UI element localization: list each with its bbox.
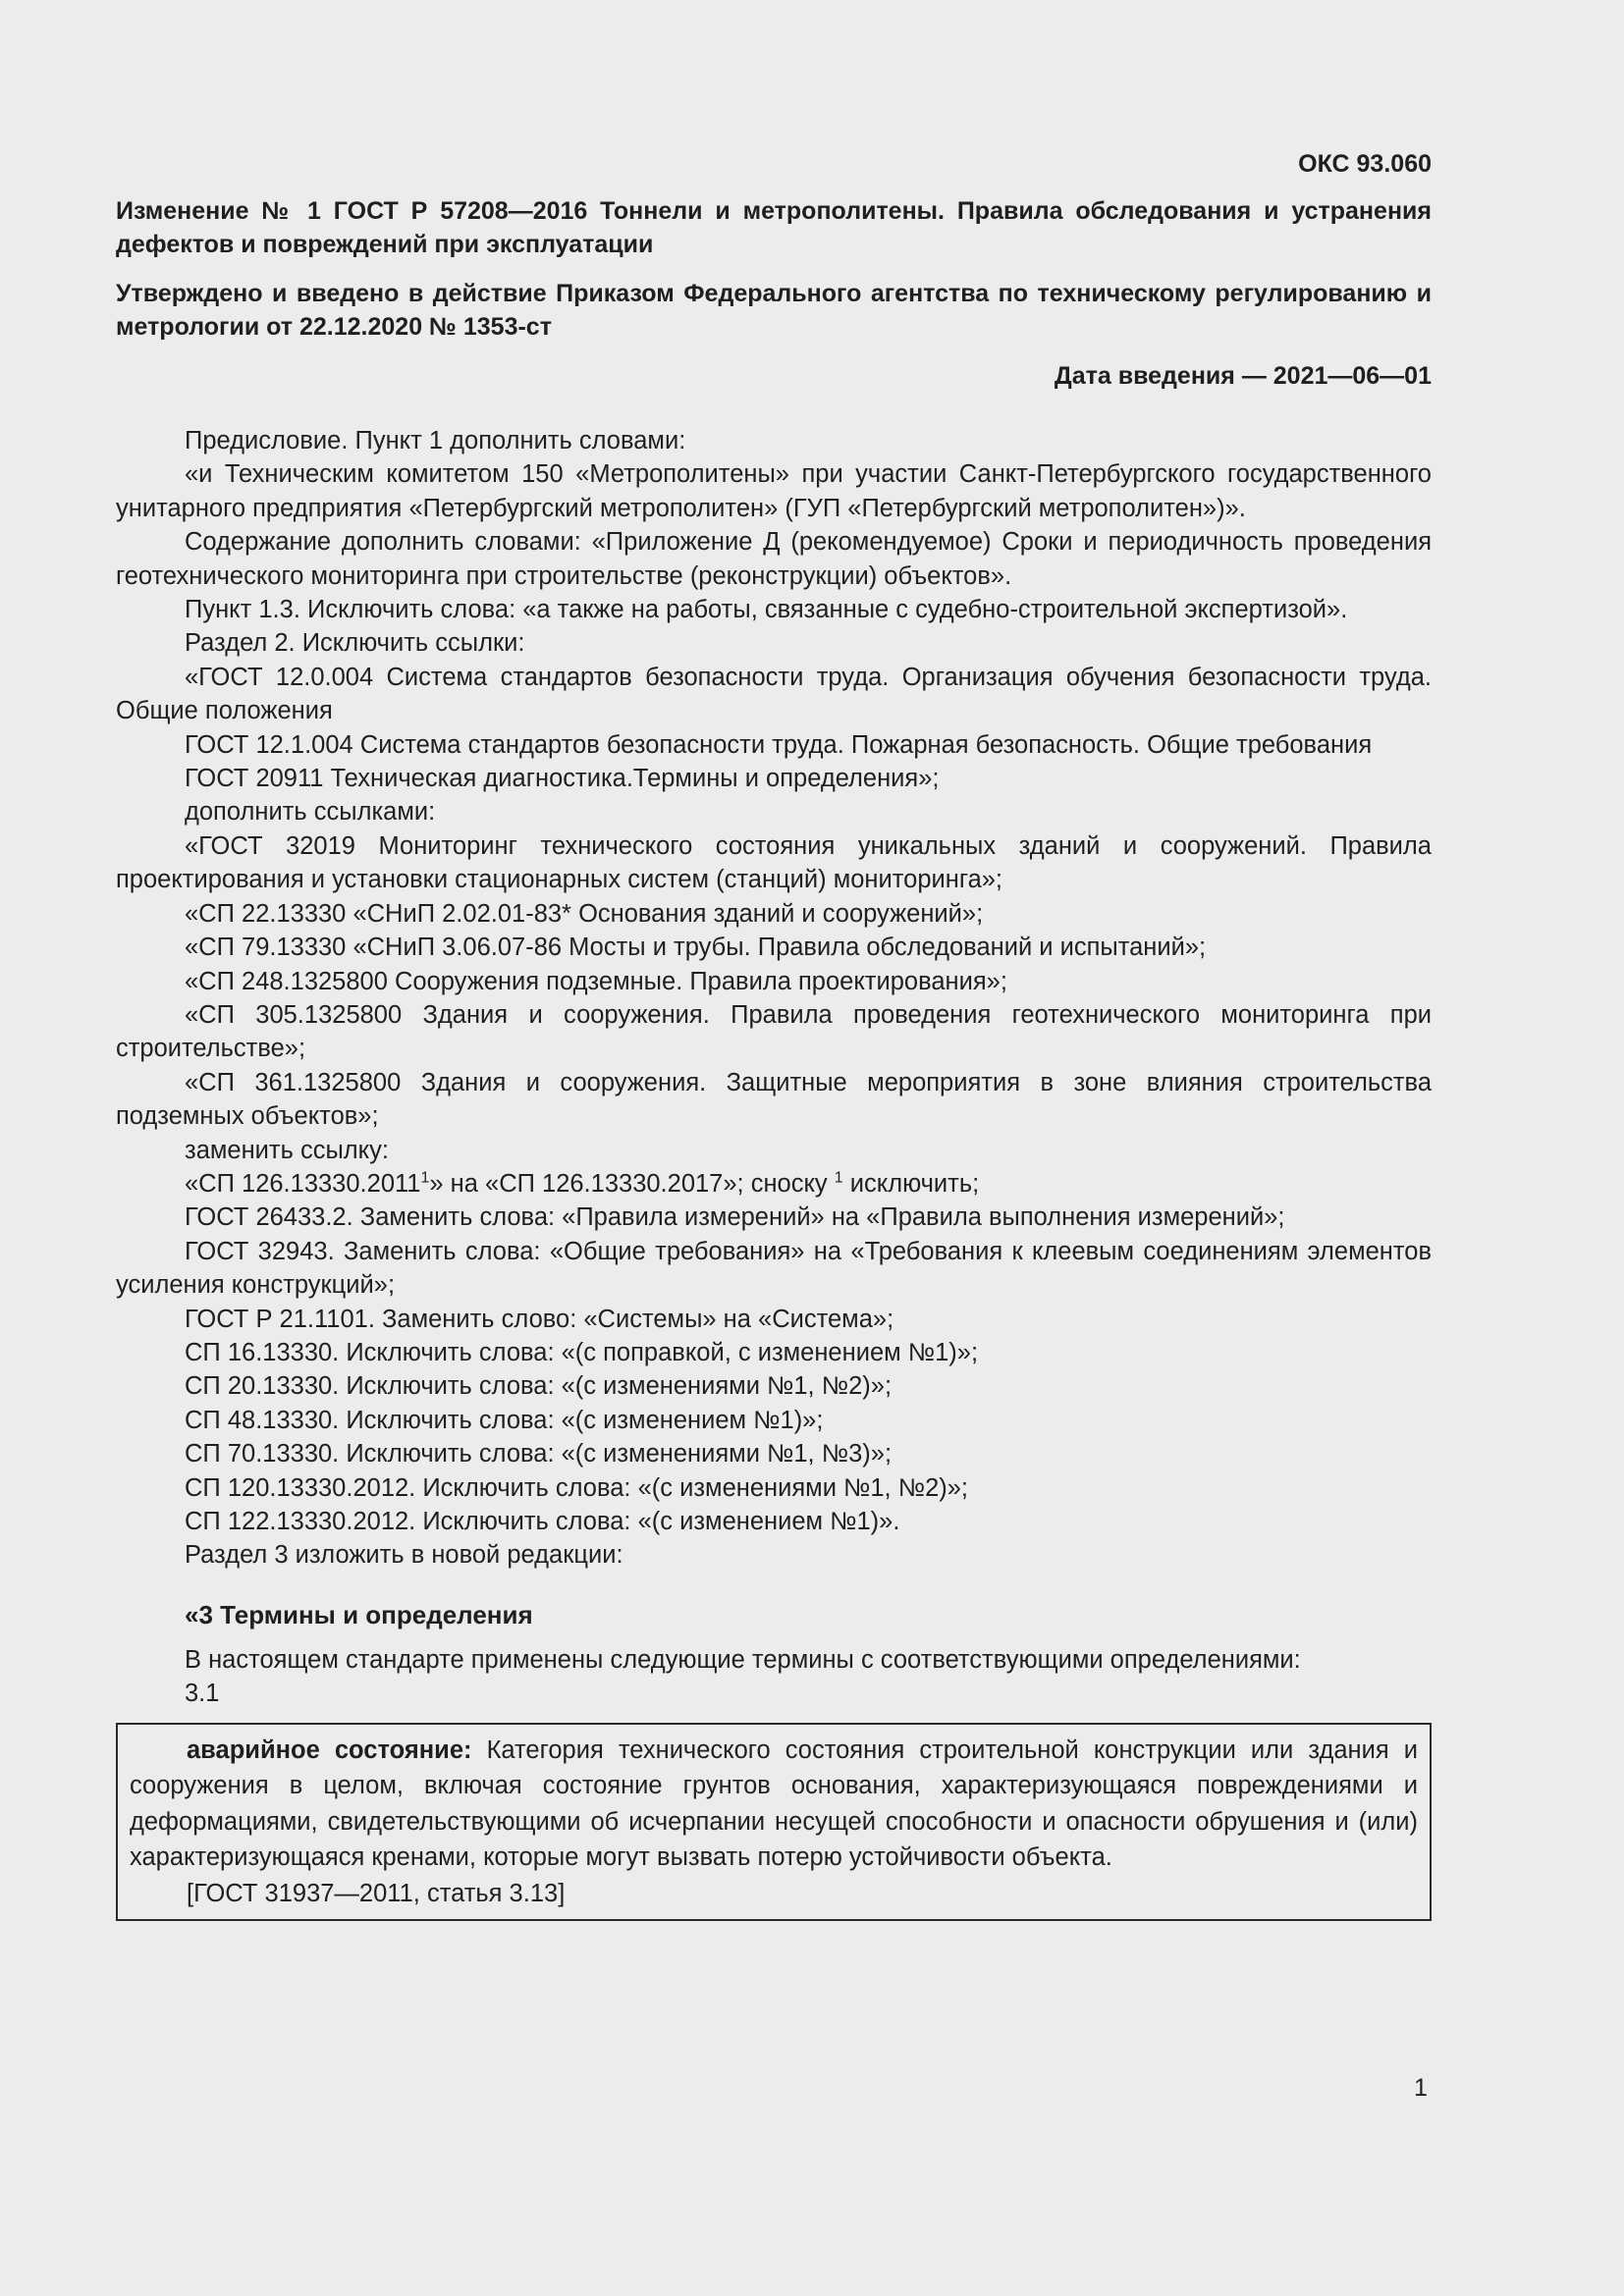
- section-heading: «3 Термины и определения: [185, 1599, 533, 1629]
- definition-body: Категория технического состояния строительной конструкции или здания и сооружения в целом, включая состояние грунтов основания, характеризующаяся повреждениями и деформациями, свидетельствующими об исчерпании несущей способности и опасности обрушения и (или) характеризующаяся кренами, которые могут вызвать потерю устойчивости объекта.: [130, 1735, 1418, 1872]
- paragraph: Раздел 2. Исключить ссылки:: [185, 629, 525, 658]
- footnote-replacement-line: [116, 1167, 1432, 1201]
- paragraph: ГОСТ 32943. Заменить слова: «Общие требования» на «Требования к клеевым соединениям элементов усиления конструкций»;: [116, 1237, 1432, 1300]
- footnote-marker: 1: [420, 1169, 430, 1187]
- section-intro: В настоящем стандарте применены следующие термины с соответствующими определениями:: [185, 1645, 1301, 1674]
- paragraph: Раздел 3 изложить в новой редакции:: [185, 1541, 623, 1570]
- paragraph: «СП 22.13330 «СНиП 2.02.01-83* Основания зданий и сооружений»;: [185, 899, 984, 928]
- paragraph: Предисловие. Пункт 1 дополнить словами:: [185, 427, 686, 454]
- paragraph: СП 16.13330. Исключить слова: «(с поправкой, с изменением №1)»;: [185, 1338, 979, 1366]
- paragraph: ГОСТ Р 21.1101. Заменить слово: «Системы» на «Система»;: [185, 1305, 894, 1333]
- paragraph: ГОСТ 20911 Техническая диагностика.Термины и определения»;: [185, 765, 940, 793]
- definition-term: аварийное состояние:: [187, 1735, 472, 1764]
- definition-text: [130, 1733, 1418, 1876]
- paragraph: Содержание дополнить словами: «Приложение Д (рекомендуемое) Сроки и периодичность проведения геотехнического мониторинга при строительстве (реконструкции) объектов».: [116, 528, 1432, 590]
- paragraph: Пункт 1.3. Исключить слова: «а также на работы, связанные с судебно-строительной экспертизой».: [185, 596, 1348, 624]
- paragraph: «СП 79.13330 «СНиП 3.06.07-86 Мосты и трубы. Правила обследований и испытаний»;: [185, 934, 1207, 962]
- paragraph: «ГОСТ 32019 Мониторинг технического состояния уникальных зданий и сооружений. Правила проектирования и установки стационарных систем (станций) мониторинга»;: [116, 831, 1432, 894]
- footnote-line-part: » на «СП 126.13330.2017»; сноску: [429, 1169, 835, 1198]
- paragraph: ГОСТ 12.1.004 Система стандартов безопасности труда. Пожарная безопасность. Общие требования: [185, 730, 1373, 759]
- paragraph: заменить ссылку:: [185, 1136, 389, 1164]
- paragraph: дополнить ссылками:: [185, 798, 436, 827]
- paragraph: СП 120.13330.2012. Исключить слова: «(с изменениями №1, №2)»;: [185, 1473, 969, 1502]
- paragraph: СП 48.13330. Исключить слова: «(с изменением №1)»;: [185, 1406, 824, 1434]
- paragraph: СП 122.13330.2012. Исключить слова: «(с изменением №1)».: [185, 1508, 900, 1535]
- effective-date: Дата введения — 2021—06—01: [1054, 362, 1432, 390]
- paragraph: ГОСТ 26433.2. Заменить слова: «Правила измерений» на «Правила выполнения измерений»;: [185, 1203, 1285, 1232]
- term-number: 3.1: [185, 1680, 220, 1708]
- definition-source: [ГОСТ 31937—2011, статья 3.13]: [187, 1879, 566, 1907]
- document-page: [116, 147, 1432, 1921]
- footnote-line-part: «СП 126.13330.2011: [185, 1169, 421, 1198]
- page-number: 1: [1414, 2074, 1428, 2102]
- paragraph: «СП 305.1325800 Здания и сооружения. Правила проведения геотехнического мониторинга при строительстве»;: [116, 1000, 1432, 1063]
- paragraph: «и Техническим комитетом 150 «Метрополитены» при участии Санкт-Петербургского государственного унитарного предприятия «Петербургский метрополитен» (ГУП «Петербургский метрополитен»)».: [116, 460, 1432, 522]
- footnote-line-part: исключить;: [842, 1169, 980, 1198]
- paragraph: СП 20.13330. Исключить слова: «(с изменениями №1, №2)»;: [185, 1372, 893, 1401]
- document-body: [116, 424, 1432, 1921]
- footnote-marker: 1: [834, 1169, 843, 1187]
- definition-box: [116, 1723, 1432, 1922]
- paragraph: «СП 361.1325800 Здания и сооружения. Защитные мероприятия в зоне влияния строительства подземных объектов»;: [116, 1068, 1432, 1131]
- paragraph: «ГОСТ 12.0.004 Система стандартов безопасности труда. Организация обучения безопасности труда. Общие положения: [116, 663, 1432, 725]
- oks-code: ОКС 93.060: [1298, 150, 1432, 178]
- approval-statement: Утверждено и введено в действие Приказом Федерального агентства по техническому регулированию и метрологии от 22.12.2020 № 1353-ст: [116, 280, 1432, 341]
- amendment-title: Изменение № 1 ГОСТ Р 57208—2016 Тоннели и метрополитены. Правила обследования и устранения дефектов и повреждений при эксплуатации: [116, 197, 1432, 258]
- paragraph: СП 70.13330. Исключить слова: «(с изменениями №1, №3)»;: [185, 1440, 893, 1468]
- paragraph: «СП 248.1325800 Сооружения подземные. Правила проектирования»;: [185, 967, 1007, 995]
